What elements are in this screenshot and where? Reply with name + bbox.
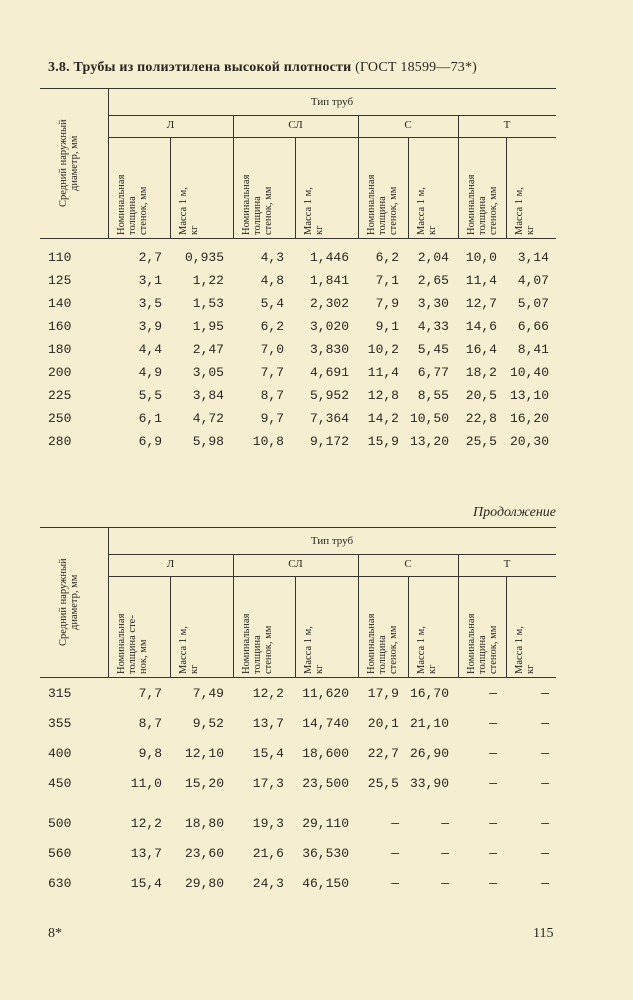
value-cell: 15,9 [367,434,399,449]
diameter-cell: 200 [48,365,72,380]
value-cell: — [541,686,549,701]
value-cell: 7,1 [375,273,399,288]
value-cell: 3,830 [309,342,349,357]
table-row [40,846,556,866]
value-cell: — [541,776,549,791]
column-divider [295,576,296,677]
diameter-header: Средний наружный диаметр, мм [58,558,80,647]
column-divider [170,137,171,238]
table-row [40,319,556,339]
value-cell: 4,72 [192,411,224,426]
value-cell: 9,52 [192,716,224,731]
mass-header: Масса 1 м, кг [416,187,438,235]
table-row [40,434,556,454]
table-title: 3.8. Трубы из полиэтилена высокой плотности (ГОСТ 18599—73*) [48,60,478,75]
thickness-header: Номинальная толщина стенок, мм [366,174,399,235]
diameter-cell: 140 [48,296,72,311]
value-cell: — [541,716,549,731]
value-cell: 19,3 [252,816,284,831]
value-cell: 5,07 [517,296,549,311]
mass-header: Масса 1 м, кг [303,626,325,674]
value-cell: 9,7 [260,411,284,426]
value-cell: 2,7 [138,250,162,265]
value-cell: 3,1 [138,273,162,288]
value-cell: 6,77 [417,365,449,380]
diameter-cell: 560 [48,846,72,861]
value-cell: 23,500 [302,776,349,791]
header-bottom-rule [40,677,556,678]
value-cell: 20,1 [367,716,399,731]
diameter-cell: 400 [48,746,72,761]
value-cell: 1,446 [309,250,349,265]
thickness-header: Номинальная толщина сте- нок, мм [116,613,149,674]
value-cell: 13,20 [409,434,449,449]
group-header: СЛ [288,119,303,131]
value-cell: — [541,876,549,891]
diameter-cell: 500 [48,816,72,831]
header-bottom-rule [40,238,556,239]
value-cell: 20,5 [465,388,497,403]
value-cell: 5,952 [309,388,349,403]
value-cell: 3,5 [138,296,162,311]
diameter-cell: 355 [48,716,72,731]
value-cell: 6,9 [138,434,162,449]
value-cell: 6,2 [375,250,399,265]
value-cell: — [489,776,497,791]
column-divider [506,576,507,677]
type-header: Тип труб [310,535,354,547]
signature-mark: 8* [48,926,62,941]
value-cell: 23,60 [184,846,224,861]
value-cell: 13,10 [509,388,549,403]
diameter-cell: 110 [48,250,72,265]
table-row [40,365,556,385]
value-cell: 12,7 [465,296,497,311]
value-cell: 14,6 [465,319,497,334]
group-divider [233,554,234,677]
column-divider [108,527,109,677]
value-cell: 8,41 [517,342,549,357]
value-cell: 16,70 [409,686,449,701]
table-row [40,716,556,736]
value-cell: 25,5 [367,776,399,791]
continuation-label: Продолжение [473,505,556,520]
type-header: Тип труб [310,96,354,108]
value-cell: — [541,746,549,761]
value-cell: 1,841 [309,273,349,288]
value-cell: 18,2 [465,365,497,380]
group-rule [108,576,556,577]
value-cell: 33,90 [409,776,449,791]
thickness-header: Номинальная толщина стенок, мм [466,613,499,674]
group-divider [458,554,459,677]
table-row [40,273,556,293]
value-cell: 21,10 [409,716,449,731]
value-cell: 7,364 [309,411,349,426]
value-cell: 3,020 [309,319,349,334]
value-cell: 11,620 [302,686,349,701]
value-cell: 10,40 [509,365,549,380]
value-cell: 15,4 [252,746,284,761]
value-cell: 5,4 [260,296,284,311]
value-cell: 5,98 [192,434,224,449]
mass-header: Масса 1 м, кг [514,626,536,674]
value-cell: — [541,846,549,861]
table-row [40,250,556,270]
value-cell: 7,0 [260,342,284,357]
value-cell: 7,9 [375,296,399,311]
value-cell: 2,47 [192,342,224,357]
value-cell: 0,935 [184,250,224,265]
value-cell: 1,22 [192,273,224,288]
value-cell: 2,302 [309,296,349,311]
type-rule [108,554,556,555]
value-cell: — [489,746,497,761]
thickness-header: Номинальная толщина стенок, мм [116,174,149,235]
column-divider [506,137,507,238]
value-cell: 12,2 [130,816,162,831]
value-cell: 4,3 [260,250,284,265]
thickness-header: Номинальная толщина стенок, мм [366,613,399,674]
table-row [40,411,556,431]
value-cell: 24,3 [252,876,284,891]
value-cell: — [489,846,497,861]
value-cell: 13,7 [252,716,284,731]
value-cell: 15,4 [130,876,162,891]
group-header: С [404,558,412,570]
pipe-table-1 [40,88,556,458]
table-row [40,746,556,766]
column-divider [108,88,109,238]
value-cell: 7,7 [260,365,284,380]
value-cell: — [489,716,497,731]
column-divider [295,137,296,238]
value-cell: 1,53 [192,296,224,311]
value-cell: 20,30 [509,434,549,449]
thickness-header: Номинальная толщина стенок, мм [466,174,499,235]
value-cell: 18,600 [302,746,349,761]
value-cell: 6,2 [260,319,284,334]
top-rule [40,88,556,89]
mass-header: Масса 1 м, кг [178,187,200,235]
value-cell: 21,6 [252,846,284,861]
value-cell: — [441,816,449,831]
value-cell: 2,04 [417,250,449,265]
value-cell: 4,9 [138,365,162,380]
group-divider [358,554,359,677]
column-divider [170,576,171,677]
value-cell: 6,66 [517,319,549,334]
column-divider [408,576,409,677]
group-header: Т [503,119,511,131]
group-rule [108,137,556,138]
value-cell: 17,3 [252,776,284,791]
diameter-cell: 180 [48,342,72,357]
value-cell: 11,0 [130,776,162,791]
value-cell: 4,4 [138,342,162,357]
value-cell: 14,740 [302,716,349,731]
column-divider [408,137,409,238]
group-header: С [404,119,412,131]
value-cell: — [489,686,497,701]
group-header: Л [166,119,175,131]
table-row [40,776,556,796]
table-row [40,876,556,896]
diameter-cell: 225 [48,388,72,403]
value-cell: 5,45 [417,342,449,357]
value-cell: 4,07 [517,273,549,288]
value-cell: 16,20 [509,411,549,426]
value-cell: 10,50 [409,411,449,426]
value-cell: 4,8 [260,273,284,288]
value-cell: 46,150 [302,876,349,891]
value-cell: 11,4 [367,365,399,380]
group-divider [233,115,234,238]
value-cell: 12,8 [367,388,399,403]
value-cell: 10,2 [367,342,399,357]
group-divider [458,115,459,238]
mass-header: Масса 1 м, кг [178,626,200,674]
value-cell: 26,90 [409,746,449,761]
diameter-cell: 160 [48,319,72,334]
value-cell: 7,49 [192,686,224,701]
value-cell: 22,7 [367,746,399,761]
group-header: Т [503,558,511,570]
value-cell: 16,4 [465,342,497,357]
value-cell: 29,110 [302,816,349,831]
table-row [40,296,556,316]
group-header: СЛ [288,558,303,570]
mass-header: Масса 1 м, кг [303,187,325,235]
diameter-cell: 630 [48,876,72,891]
diameter-cell: 125 [48,273,72,288]
value-cell: 6,1 [138,411,162,426]
group-header: Л [166,558,175,570]
value-cell: — [489,876,497,891]
value-cell: — [391,816,399,831]
value-cell: — [441,876,449,891]
value-cell: — [391,846,399,861]
value-cell: 1,95 [192,319,224,334]
value-cell: — [541,816,549,831]
table-row [40,388,556,408]
diameter-cell: 450 [48,776,72,791]
page-number: 115 [533,926,554,941]
diameter-cell: 250 [48,411,72,426]
diameter-header: Средний наружный диаметр, мм [58,119,80,208]
value-cell: 36,530 [302,846,349,861]
mass-header: Масса 1 м, кг [416,626,438,674]
value-cell: 9,172 [309,434,349,449]
table-row [40,342,556,362]
thickness-header: Номинальная толщина стенок, мм [241,613,274,674]
top-rule [40,527,556,528]
value-cell: 9,1 [375,319,399,334]
value-cell: 3,84 [192,388,224,403]
value-cell: 13,7 [130,846,162,861]
type-rule [108,115,556,116]
value-cell: 18,80 [184,816,224,831]
value-cell: 7,7 [138,686,162,701]
value-cell: 11,4 [465,273,497,288]
diameter-cell: 280 [48,434,72,449]
group-divider [358,115,359,238]
value-cell: 8,55 [417,388,449,403]
value-cell: 3,14 [517,250,549,265]
value-cell: 4,691 [309,365,349,380]
value-cell: 5,5 [138,388,162,403]
value-cell: 25,5 [465,434,497,449]
value-cell: 12,10 [184,746,224,761]
value-cell: 8,7 [138,716,162,731]
value-cell: 8,7 [260,388,284,403]
pipe-table-2 [40,527,556,917]
value-cell: — [489,816,497,831]
value-cell: — [441,846,449,861]
value-cell: — [391,876,399,891]
value-cell: 10,0 [465,250,497,265]
value-cell: 3,9 [138,319,162,334]
value-cell: 29,80 [184,876,224,891]
value-cell: 15,20 [184,776,224,791]
value-cell: 10,8 [252,434,284,449]
value-cell: 14,2 [367,411,399,426]
value-cell: 3,30 [417,296,449,311]
thickness-header: Номинальная толщина стенок, мм [241,174,274,235]
mass-header: Масса 1 м, кг [514,187,536,235]
value-cell: 12,2 [252,686,284,701]
value-cell: 17,9 [367,686,399,701]
value-cell: 2,65 [417,273,449,288]
diameter-cell: 315 [48,686,72,701]
value-cell: 9,8 [138,746,162,761]
value-cell: 22,8 [465,411,497,426]
table-row [40,816,556,836]
value-cell: 4,33 [417,319,449,334]
value-cell: 3,05 [192,365,224,380]
table-row [40,686,556,706]
